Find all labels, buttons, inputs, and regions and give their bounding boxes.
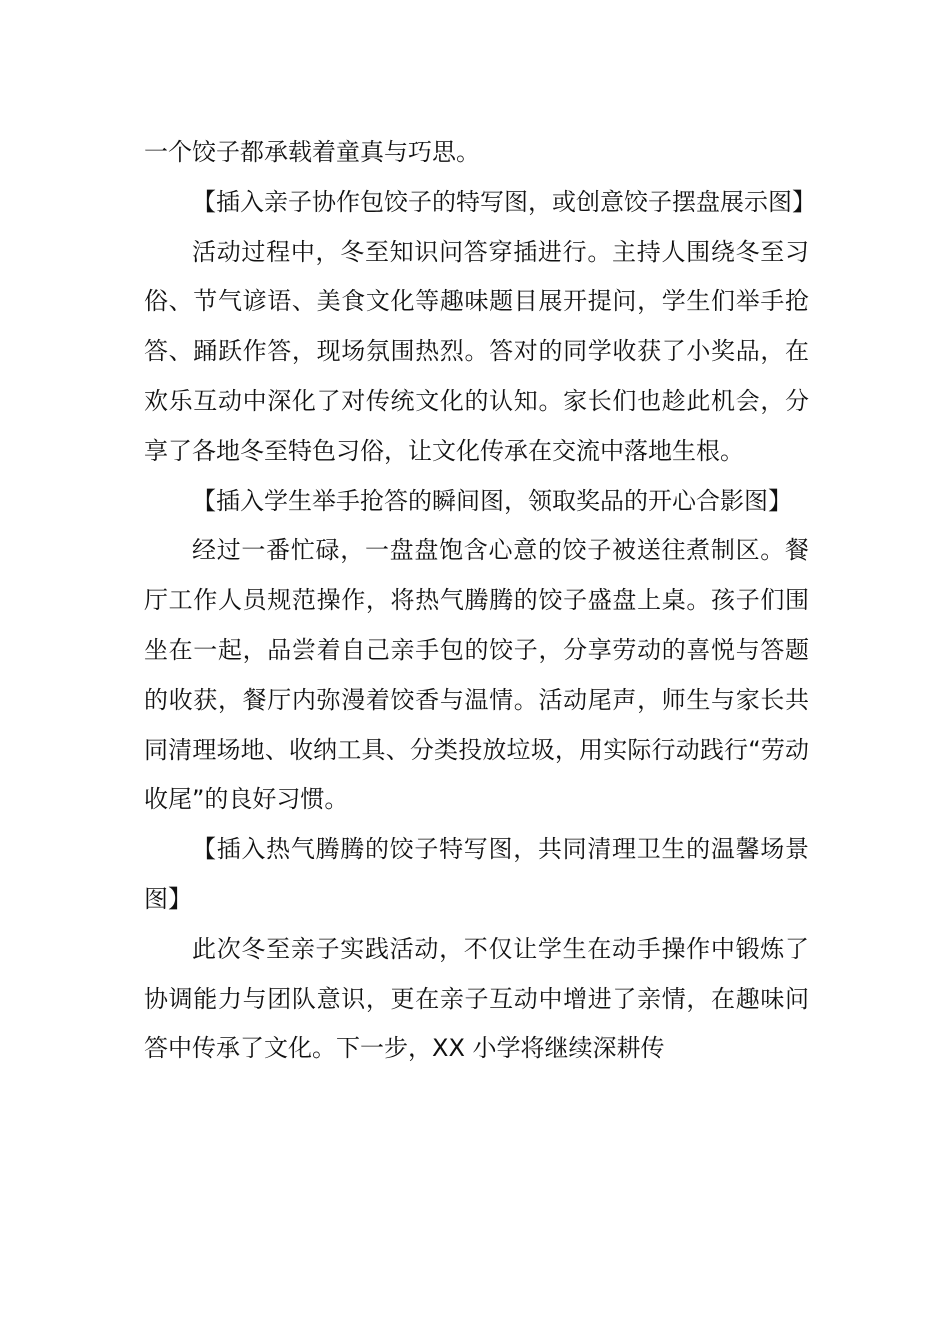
- document-body: [144, 128, 816, 1074]
- paragraph-cooking: 经过一番忙碌，一盘盘饱含心意的饺子被送往煮制区。餐厅工作人员规范操作，将热气腾腾的饺子盛盘上桌。孩子们围坐在一起，品尝着自己亲手包的饺子，分享劳动的喜悦与答题的收获，餐厅内弥漫着饺香与温情。活动尾声，师生与家长共同清理场地、收纳工具、分类投放垃圾，用实际行动践行“劳动收尾”的良好习惯。: [144, 536, 809, 814]
- image-placeholder-steaming-dumplings: 【插入热气腾腾的饺子特写图，共同清理卫生的温馨场景图】: [144, 835, 809, 913]
- paragraph-quiz: 活动过程中，冬至知识问答穿插进行。主持人围绕冬至习俗、节气谚语、美食文化等趣味题目展开提问，学生们举手抢答、踊跃作答，现场氛围热烈。答对的同学收获了小奖品，在欢乐互动中深化了对传统文化的认知。家长们也趁此机会，分享了各地冬至特色习俗，让文化传承在交流中落地生根。: [144, 237, 809, 465]
- paragraph-summary: 此次冬至亲子实践活动，不仅让学生在动手操作中锻炼了协调能力与团队意识，更在亲子互动中增进了亲情，在趣味问答中传承了文化。下一步，XX 小学将继续深耕传: [144, 934, 809, 1063]
- image-placeholder-quiz-moment: 【插入学生举手抢答的瞬间图，领取奖品的开心合影图】: [192, 486, 792, 515]
- image-placeholder-dumpling-closeup: 【插入亲子协作包饺子的特写图，或创意饺子摆盘展示图】: [192, 187, 816, 216]
- paragraph-continuation: 一个饺子都承载着童真与巧思。: [144, 138, 480, 166]
